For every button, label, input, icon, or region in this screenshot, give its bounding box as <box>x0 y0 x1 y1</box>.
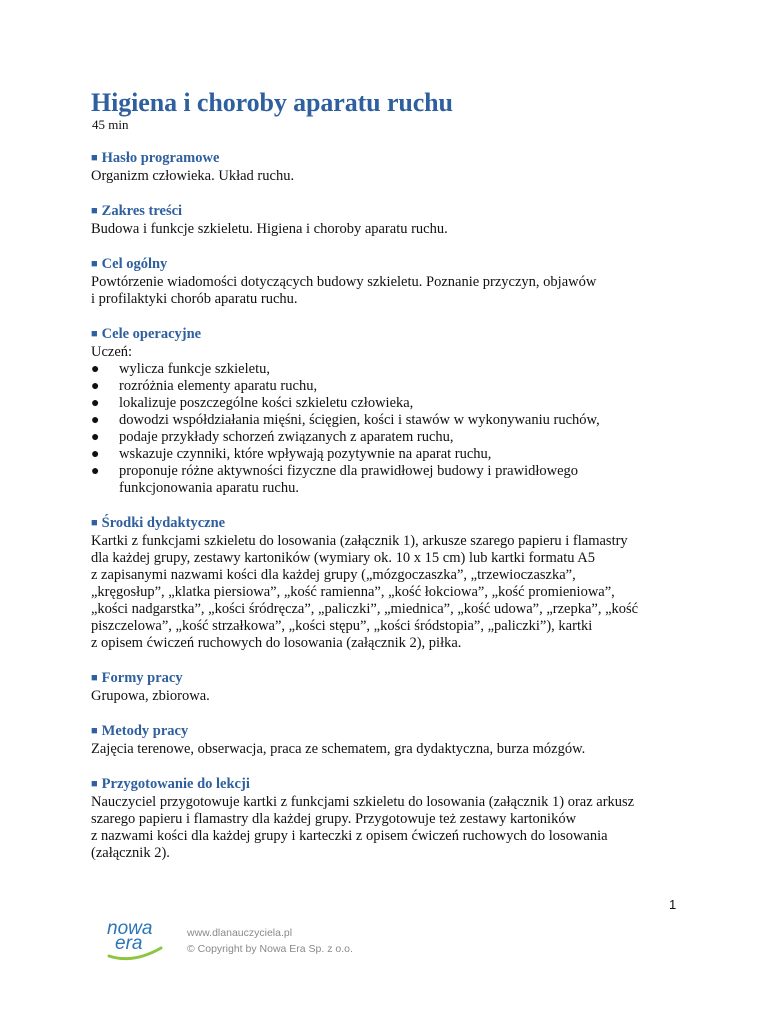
list-item: ● proponuje różne aktywności fizyczne dla prawidłowej budowy i prawidłowego funkcjonowania aparatu ruchu. <box>91 463 579 496</box>
section-text: Zajęcia terenowe, obserwacja, praca ze schematem, gra dydaktyczna, burza mózgów. <box>91 741 586 757</box>
square-bullet-icon: ■ <box>91 258 98 270</box>
square-bullet-icon: ■ <box>91 778 98 790</box>
list-intro: Uczeń: <box>91 344 133 360</box>
list-item: ● wylicza funkcje szkieletu, <box>91 361 270 377</box>
round-bullet-icon: ● <box>91 396 100 411</box>
page-footer <box>187 925 353 957</box>
page-number: 1 <box>669 897 677 912</box>
section-haslo <box>91 150 691 185</box>
section-text: Kartki z funkcjami szkieletu do losowania (załącznik 1), arkusze szarego papieru i flamastry dla każdej grupy, zestawy kartoników (wymiary ok. 10 x 15 cm) lub kartki formatu A5 z zapisanymi nazwami kości dla każdej grupy („mózgoczaszka”, „trzewioczaszka”, „kręgosłup”, „klatka piersiowa”, „kość ramienna”, „kość łokciowa”, „kość promieniowa”, „kości nadgarstka”, „kości śródręcza”, „paliczki”, „miednica”, „kość udowa”, „rzepka”, „kość piszczelowa”, „kość strzałkowa”, „kości stępu”, „kości śródstopia”, „paliczki”), kartki z opisem ćwiczeń ruchowych do losowania (załącznik 2), piłka. <box>91 533 639 651</box>
round-bullet-icon: ● <box>91 413 100 428</box>
duration-text: 45 min <box>92 117 129 132</box>
list-item: ● dowodzi współdziałania mięśni, ścięgien, kości i stawów w wykonywaniu ruchów, <box>91 412 600 428</box>
section-zakres <box>91 203 691 238</box>
section-text: Powtórzenie wiadomości dotyczących budowy szkieletu. Poznanie przyczyn, objawów i profilaktyki chorób aparatu ruchu. <box>91 274 597 307</box>
round-bullet-icon: ● <box>91 379 100 394</box>
square-bullet-icon: ■ <box>91 205 98 217</box>
footer-copyright: © Copyright by Nowa Era Sp. z o.o. <box>187 943 353 955</box>
section-text: Grupowa, zbiorowa. <box>91 688 210 704</box>
list-item: ● podaje przykłady schorzeń związanych z aparatem ruchu, <box>91 429 454 445</box>
section-cel <box>91 256 691 308</box>
section-przygotowanie <box>91 776 691 862</box>
section-heading: Środki dydaktyczne <box>101 515 226 531</box>
round-bullet-icon: ● <box>91 447 100 462</box>
square-bullet-icon: ■ <box>91 672 98 684</box>
square-bullet-icon: ■ <box>91 725 98 737</box>
document-page <box>91 88 691 862</box>
square-bullet-icon: ■ <box>91 517 98 529</box>
section-heading: Przygotowanie do lekcji <box>101 776 250 792</box>
square-bullet-icon: ■ <box>91 328 98 340</box>
section-formy <box>91 670 691 705</box>
round-bullet-icon: ● <box>91 464 100 479</box>
section-text: Organizm człowieka. Układ ruchu. <box>91 168 295 184</box>
section-metody <box>91 723 691 758</box>
list-item: ● lokalizuje poszczególne kości szkieletu człowieka, <box>91 395 414 411</box>
section-heading: Metody pracy <box>101 723 189 739</box>
lesson-duration <box>91 118 691 132</box>
section-srodki <box>91 515 691 652</box>
list-item: ● rozróżnia elementy aparatu ruchu, <box>91 378 318 394</box>
square-bullet-icon: ■ <box>91 152 98 164</box>
list-item: ● wskazuje czynniki, które wpływają pozytywnie na aparat ruchu, <box>91 446 492 462</box>
section-heading: Hasło programowe <box>101 150 220 166</box>
section-heading: Cele operacyjne <box>101 326 202 342</box>
section-text: Nauczyciel przygotowuje kartki z funkcjami szkieletu do losowania (załącznik 1) oraz arkusz szarego papieru i flamastry dla każdej grupy. Przygotowuje też zestawy kartoników z nazwami kości dla każdej grupy i karteczki z opisem ćwiczeń ruchowych do losowania (załącznik 2). <box>91 794 635 861</box>
section-heading: Formy pracy <box>101 670 183 686</box>
section-heading: Cel ogólny <box>101 256 168 272</box>
section-heading: Zakres treści <box>101 203 183 219</box>
page-title: Higiena i choroby aparatu ruchu <box>91 88 453 117</box>
logo-text-nowa: nowa <box>107 918 153 939</box>
logo-text-era: era <box>115 933 143 954</box>
round-bullet-icon: ● <box>91 362 100 377</box>
round-bullet-icon: ● <box>91 430 100 445</box>
footer-url: www.dlanauczyciela.pl <box>187 927 293 939</box>
section-cele-operacyjne <box>91 326 691 497</box>
objectives-list <box>91 361 691 497</box>
section-text: Budowa i funkcje szkieletu. Higiena i choroby aparatu ruchu. <box>91 221 448 237</box>
nowa-era-logo <box>105 914 165 964</box>
